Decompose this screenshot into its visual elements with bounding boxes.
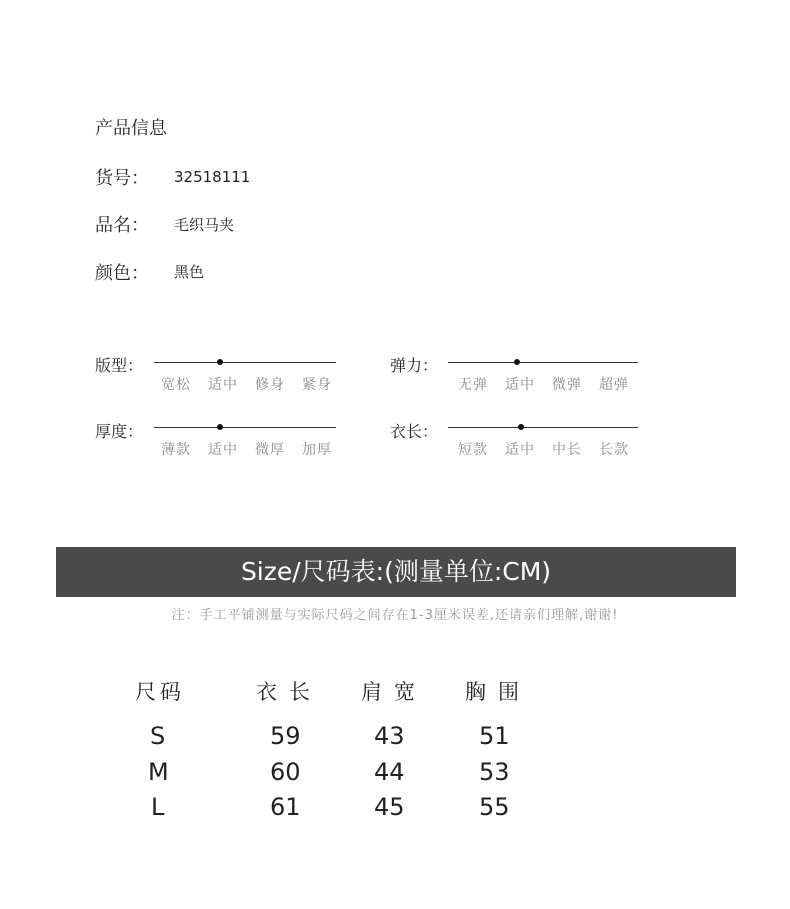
table-cell-chest: 55 [479, 793, 510, 821]
product-name-label: 品名： [95, 215, 149, 236]
table-cell-chest: 53 [479, 758, 510, 786]
table-cell-shoulder: 45 [374, 793, 405, 821]
product-color-label: 颜色： [95, 263, 149, 284]
table-header-length: 衣长 [256, 680, 322, 704]
table-cell-length: 60 [270, 758, 301, 786]
thickness-option: 适中 [208, 442, 238, 458]
product-name-value: 毛织马夹 [174, 216, 235, 234]
length-option: 中长 [552, 442, 582, 458]
product-color-value: 黑色 [174, 263, 205, 281]
measurement-note: 注：手工平铺测量与实际尺码之间存在1-3厘米误差,还请亲们理解,谢谢! [171, 608, 619, 623]
length-option: 短款 [458, 442, 488, 458]
elasticity-option: 超弹 [599, 377, 629, 393]
elasticity-option: 适中 [505, 377, 535, 393]
table-cell-shoulder: 44 [374, 758, 405, 786]
product-code-label: 货号： [95, 168, 149, 189]
table-cell-chest: 51 [479, 722, 510, 750]
table-header-chest: 胸围 [465, 680, 531, 704]
fit-option: 修身 [255, 377, 285, 393]
elasticity-option: 微弹 [552, 377, 582, 393]
table-cell-shoulder: 43 [374, 722, 405, 750]
thickness-option: 薄款 [161, 442, 191, 458]
thickness-scale-line [154, 427, 336, 428]
length-scale-line [448, 427, 638, 428]
fit-option: 适中 [208, 377, 238, 393]
thickness-option: 微厚 [255, 442, 285, 458]
length-option: 长款 [599, 442, 629, 458]
elasticity-selected-marker [514, 359, 520, 365]
length-label: 衣长： [390, 422, 439, 441]
fit-scale-line [154, 362, 336, 363]
fit-label: 版型： [95, 356, 144, 375]
thickness-label: 厚度： [95, 422, 144, 441]
fit-option: 紧身 [302, 377, 332, 393]
section-title: 产品信息 [95, 118, 167, 139]
product-code-value: 32518111 [174, 168, 251, 186]
fit-option: 宽松 [161, 377, 191, 393]
elasticity-label: 弹力： [390, 356, 439, 375]
table-header-size: 尺码 [135, 680, 185, 704]
table-cell-size: S [150, 722, 166, 750]
length-option: 适中 [505, 442, 535, 458]
thickness-selected-marker [217, 424, 223, 430]
table-cell-length: 59 [270, 722, 301, 750]
length-selected-marker [518, 424, 524, 430]
elasticity-option: 无弹 [458, 377, 488, 393]
size-chart-banner: Size/尺码表:(测量单位:CM) [56, 547, 736, 597]
table-cell-size: L [151, 793, 165, 821]
table-cell-size: M [148, 758, 169, 786]
table-header-shoulder: 肩宽 [361, 680, 427, 704]
thickness-option: 加厚 [302, 442, 332, 458]
fit-selected-marker [217, 359, 223, 365]
elasticity-scale-line [448, 362, 638, 363]
table-cell-length: 61 [270, 793, 301, 821]
